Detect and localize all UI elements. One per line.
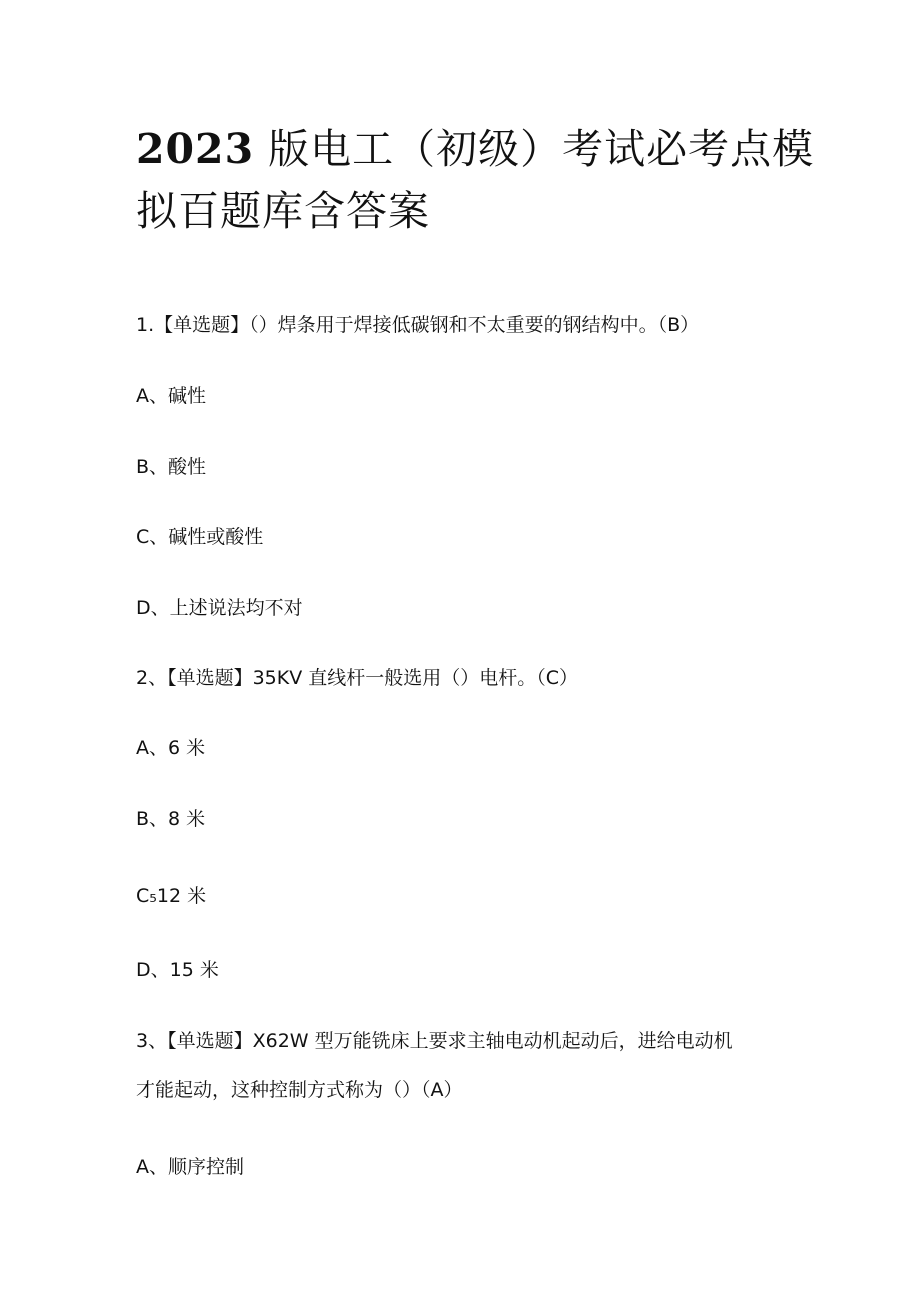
question-2-stem: 2、【单选题】35KV 直线杆一般选用（）电杆。（C）	[136, 667, 579, 689]
title-line-2: 拟百题库含答案	[136, 187, 430, 235]
question-2-option-b: B、8 米	[136, 808, 206, 830]
question-3-stem-line-1: 3、【单选题】X62W 型万能铣床上要求主轴电动机起动后，进给电动机	[136, 1030, 733, 1052]
title-line-1-text: 版电工（初级）考试必考点模	[254, 125, 815, 173]
question-3-option-a: A、顺序控制	[136, 1156, 244, 1178]
question-3-stem-line-2: 才能起动，这种控制方式称为（）（A）	[136, 1079, 463, 1101]
question-2-option-a: A、6 米	[136, 737, 206, 759]
document-title	[136, 118, 815, 242]
question-2-option-c: C₅12 米	[136, 885, 207, 907]
question-1-option-b: B、酸性	[136, 456, 207, 478]
question-1-option-c: C、碱性或酸性	[136, 526, 264, 548]
title-line-1	[136, 118, 815, 180]
title-year: 2023	[136, 125, 255, 173]
question-1-option-a: A、碱性	[136, 385, 206, 407]
question-2-option-d: D、15 米	[136, 959, 219, 981]
question-1-option-d: D、上述说法均不对	[136, 597, 303, 619]
question-1-stem: 1.【单选题】（）焊条用于焊接低碳钢和不太重要的钢结构中。（B）	[136, 314, 700, 336]
